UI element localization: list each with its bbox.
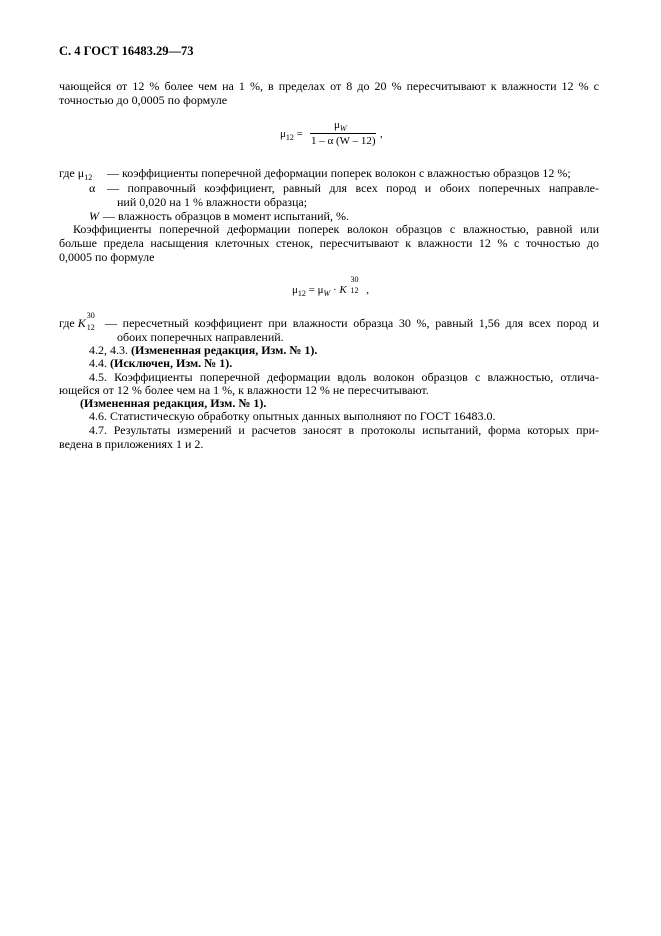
formula1-lhs-sub: 12	[285, 133, 294, 142]
formula1-tail: ,	[380, 128, 383, 140]
formula1-numerator-sub: W	[339, 124, 347, 133]
formula1-eq: =	[296, 128, 303, 140]
item-4-4: 4.4. (Исключен, Изм. № 1).	[89, 356, 233, 370]
where2-gde: где K 30 12	[59, 311, 95, 332]
page-header: С. 4 ГОСТ 16483.29—73	[59, 44, 194, 58]
where1-gde: где $\mu_{12}$	[59, 166, 93, 182]
where2-definition-2: обоих поперечных направлений.	[117, 330, 284, 344]
item-4-5-line1: 4.5. Коэффициенты поперечной деформации вдоль волокон образцов с влажностью, отлича-	[89, 370, 599, 384]
where1-w: W	[89, 209, 99, 223]
where2-definition-1: — пересчетный коэффициент при влажности образца 30 %, равный 1,56 для всех пород и	[105, 316, 599, 330]
item-4-5-note: (Измененная редакция, Изм. № 1).	[80, 396, 267, 410]
where1-alpha: α	[89, 181, 96, 195]
para2-line3: 0,0005 по формуле	[59, 250, 155, 264]
formula1-numerator: μ	[334, 119, 340, 131]
item-4-2-4-3: 4.2, 4.3. (Измененная редакция, Изм. № 1).	[89, 343, 318, 357]
item-4-7-line2: ведена в приложениях 1 и 2.	[59, 437, 204, 451]
where1-alpha-definition-1: — поправочный коэффициент, равный для всех пород и обоих поперечных направле-	[107, 181, 599, 195]
item-4-6: 4.6. Статистическую обработку опытных данных выполняют по ГОСТ 16483.0.	[89, 409, 496, 423]
formula1-denominator: 1 – α (W – 12)	[311, 135, 376, 147]
para1-line2: точностью до 0,0005 по формуле	[59, 93, 228, 107]
para2-line2: больше предела насыщения клеточных стенок, пересчитывают к влажности 12 % с точностью до	[59, 236, 599, 250]
formula-2: $\mu_{12} = \mu_W \cdot K$ 30 12 ,	[292, 275, 369, 298]
fraction-line	[310, 133, 376, 134]
formula1-lhs: μ	[280, 128, 286, 140]
where1-w-definition: — влажность образцов в момент испытаний, %.	[103, 209, 349, 223]
where1-mu-definition: — коэффициенты поперечной деформации поперек волокон с влажностью образцов 12 %;	[107, 166, 571, 180]
where1-alpha-definition-2: ний 0,020 на 1 % влажности образца;	[117, 195, 308, 209]
item-4-5-line2: ющейся от 12 % более чем на 1 %, к влажности 12 % не пересчитывают.	[59, 383, 429, 397]
para2-line1: Коэффициенты поперечной деформации поперек волокон образцов с влажностью, равной или	[73, 222, 599, 236]
item-4-7-line1: 4.7. Результаты измерений и расчетов заносят в протоколы испытаний, форма которых при-	[89, 423, 599, 437]
para1-line1: чающейся от 12 % более чем на 1 %, в пределах от 8 до 20 % пересчитывают к влажности 12 % с	[59, 79, 599, 93]
